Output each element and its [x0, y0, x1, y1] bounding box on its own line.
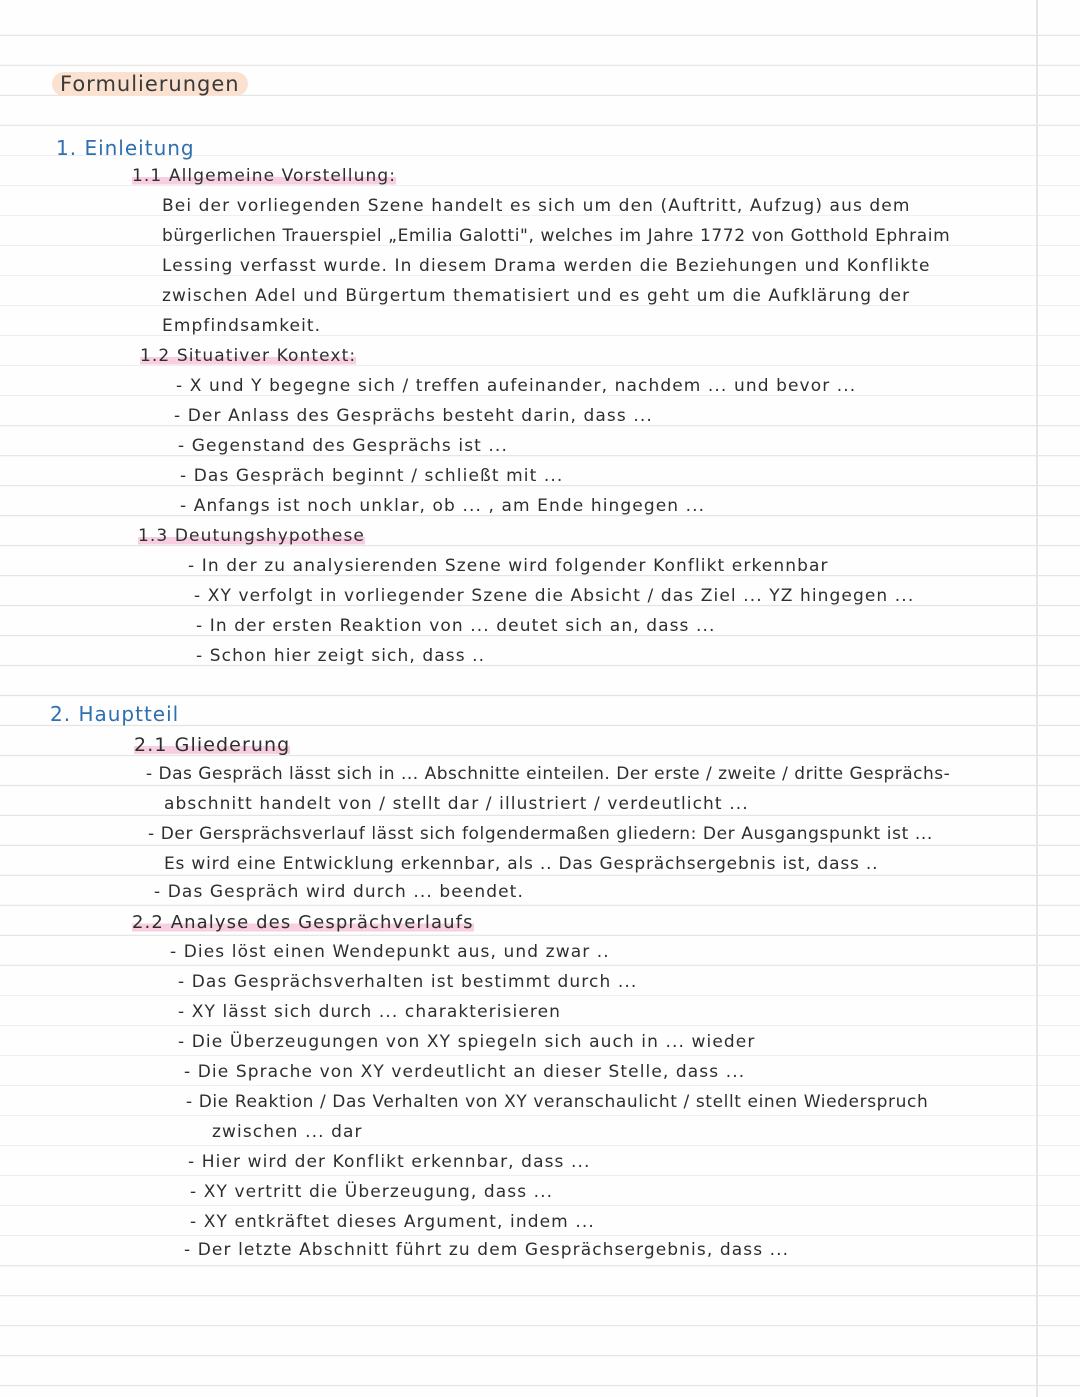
list-item: - Die Sprache von XY verdeutlicht an dieser Stelle, dass ...: [184, 1062, 746, 1082]
list-item: - Das Gespräch beginnt / schließt mit ...: [180, 466, 564, 486]
subsection-1-2-heading: 1.2 Situativer Kontext:: [140, 346, 357, 366]
text-line: bürgerlichen Trauerspiel „Emilia Galotti", welches im Jahre 1772 von Gotthold Ephraim: [162, 226, 951, 246]
list-item: abschnitt handelt von / stellt dar / illustriert / verdeutlicht ...: [164, 794, 749, 814]
list-item: - XY entkräftet dieses Argument, indem ...: [190, 1212, 595, 1232]
subsection-2-1-heading: 2.1 Gliederung: [134, 734, 291, 756]
section-2-heading: 2. Hauptteil: [50, 702, 180, 726]
text-line: Bei der vorliegenden Szene handelt es sich um den (Auftritt, Aufzug) aus dem: [162, 196, 911, 216]
subsection-2-2-heading: 2.2 Analyse des Gesprächverlaufs: [132, 912, 474, 933]
list-item: - XY lässt sich durch ... charakterisieren: [178, 1002, 562, 1022]
list-item: - Dies löst einen Wendepunkt aus, und zwar ..: [170, 942, 610, 962]
list-item: - Das Gespräch wird durch ... beendet.: [154, 882, 524, 902]
subsection-1-1-heading: 1.1 Allgemeine Vorstellung:: [132, 166, 397, 186]
list-item: - X und Y begegne sich / treffen aufeinander, nachdem ... und bevor ...: [176, 376, 857, 396]
text-line: Empfindsamkeit.: [162, 316, 322, 336]
list-item: - In der ersten Reaktion von ... deutet sich an, dass ...: [196, 616, 716, 636]
page-edge: [1036, 0, 1038, 1397]
text-line: zwischen Adel und Bürgertum thematisiert und es geht um die Aufklärung der: [162, 286, 911, 306]
subsection-1-3-heading: 1.3 Deutungshypothese: [138, 526, 365, 546]
list-item: - Das Gespräch lässt sich in ... Abschnitte einteilen. Der erste / zweite / dritte Gesprächs-: [146, 764, 951, 784]
text-line: Lessing verfasst wurde. In diesem Drama werden die Beziehungen und Konflikte: [162, 256, 931, 276]
list-item: - Gegenstand des Gesprächs ist ...: [178, 436, 508, 456]
list-item: - Hier wird der Konflikt erkennbar, dass ...: [188, 1152, 591, 1172]
list-item: - Die Überzeugungen von XY spiegeln sich auch in ... wieder: [178, 1032, 756, 1052]
list-item: - Das Gesprächsverhalten ist bestimmt durch ...: [178, 972, 638, 992]
list-item: - XY verfolgt in vorliegender Szene die Absicht / das Ziel ... YZ hingegen ...: [194, 586, 915, 606]
list-item: zwischen ... dar: [212, 1122, 363, 1142]
list-item: - Die Reaktion / Das Verhalten von XY veranschaulicht / stellt einen Wiederspruch: [186, 1092, 929, 1112]
list-item: - Anfangs ist noch unklar, ob ... , am Ende hingegen ...: [180, 496, 706, 516]
list-item: - Der Anlass des Gesprächs besteht darin, dass ...: [174, 406, 653, 426]
list-item: - Der Gersprächsverlauf lässt sich folgendermaßen gliedern: Der Ausgangspunkt ist ...: [148, 824, 933, 844]
page-title: Formulierungen: [52, 72, 248, 96]
list-item: - Schon hier zeigt sich, dass ..: [196, 646, 486, 666]
list-item: - XY vertritt die Überzeugung, dass ...: [190, 1182, 554, 1202]
list-item: - In der zu analysierenden Szene wird folgender Konflikt erkennbar: [188, 556, 829, 576]
list-item: - Der letzte Abschnitt führt zu dem Gesprächsergebnis, dass ...: [184, 1240, 790, 1260]
section-1-heading: 1. Einleitung: [56, 136, 195, 160]
list-item: Es wird eine Entwicklung erkennbar, als .. Das Gesprächsergebnis ist, dass ..: [164, 854, 879, 874]
